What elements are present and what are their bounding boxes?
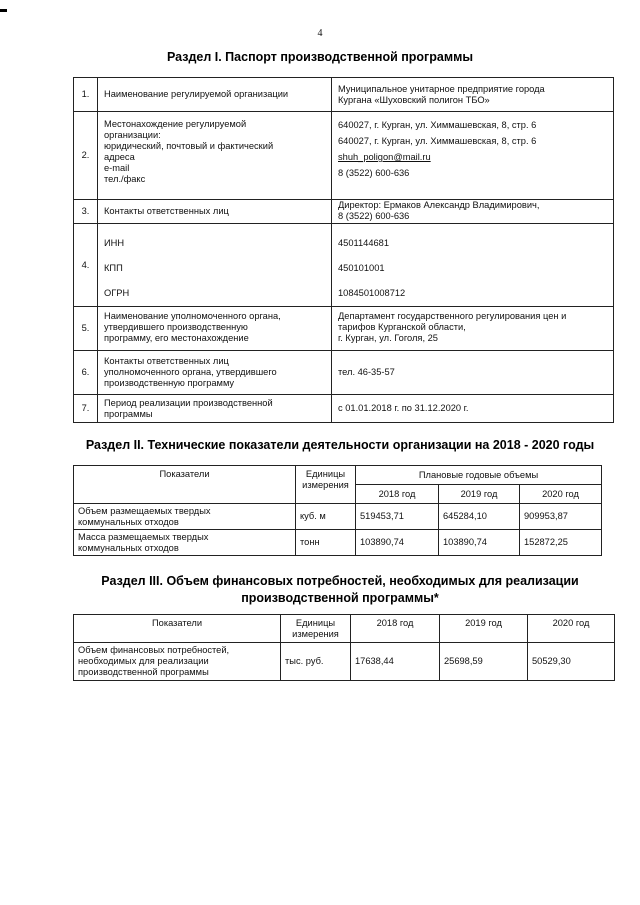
row-label	[98, 112, 332, 200]
indicator-name	[74, 643, 281, 681]
label-line: адреса	[104, 152, 135, 162]
section2-title: Раздел II. Технические показатели деятельности организации на 2018 - 2020 годы	[85, 438, 595, 452]
value-cell: 17638,44	[351, 643, 440, 681]
row-label	[98, 200, 332, 224]
header-line: Единицы	[295, 618, 336, 628]
value-line: тел. 46-35-57	[338, 367, 395, 377]
table-row	[74, 530, 602, 556]
label-line: Наименование уполномоченного органа,	[104, 311, 281, 321]
indicator-name	[74, 504, 296, 530]
passport-row	[74, 224, 614, 307]
passport-row	[74, 307, 614, 351]
name-line: Объем размещаемых твердых	[78, 505, 211, 516]
value-cell: 909953,87	[520, 504, 602, 530]
value-cell: 103890,74	[356, 530, 439, 556]
page-number: 4	[317, 28, 323, 39]
value-line: г. Курган, ул. Гоголя, 25	[338, 333, 438, 343]
kpp-label: КПП	[104, 263, 123, 273]
value-line: Курганa «Шуховский полигон ТБО»	[338, 94, 490, 105]
inn-value: 4501144681	[338, 238, 390, 248]
section3-title	[0, 573, 640, 607]
value-line: тарифов Курганской области,	[338, 322, 466, 332]
label-line: программы	[104, 408, 153, 419]
col-header-year: 2020 год	[528, 615, 615, 643]
legal-address: 640027, г. Курган, ул. Химмашевская, 8, стр. 6	[338, 120, 537, 130]
name-line: Масса размещаемых твердых	[78, 531, 209, 542]
row-number: 1.	[74, 78, 98, 112]
unit-cell: куб. м	[296, 504, 356, 530]
name-line: коммунальных отходов	[78, 542, 179, 553]
header-row	[74, 615, 615, 643]
row-value	[332, 395, 614, 423]
corner-scan-mark	[0, 9, 7, 12]
value-cell: 50529,30	[528, 643, 615, 681]
label-line: организации:	[104, 130, 161, 140]
passport-row	[74, 351, 614, 395]
section1-title: Раздел I. Паспорт производственной программы	[166, 50, 474, 64]
label-line: уполномоченного органа, утвердившего	[104, 367, 277, 377]
value-line: Муниципальное унитарное предприятие города	[338, 83, 545, 94]
value-cell: 103890,74	[439, 530, 520, 556]
technical-indicators-table	[73, 465, 602, 556]
col-header-year: 2020 год	[520, 485, 602, 504]
value-cell: 519453,71	[356, 504, 439, 530]
value-cell: 152872,25	[520, 530, 602, 556]
value-cell: 645284,10	[439, 504, 520, 530]
value-line: Департамент государственного регулирования цен и	[338, 311, 567, 321]
row-label	[98, 224, 332, 307]
col-header-unit	[281, 615, 351, 643]
label-line: Контакты ответственных лиц	[104, 206, 229, 216]
unit-cell: тыс. руб.	[281, 643, 351, 681]
row-label	[98, 395, 332, 423]
passport-row	[74, 78, 614, 112]
label-line: Период реализации производственной	[104, 397, 273, 408]
name-line: коммунальных отходов	[78, 516, 179, 527]
header-line: Единицы	[305, 469, 346, 479]
financial-needs-table	[73, 614, 615, 681]
col-header-year: 2019 год	[439, 485, 520, 504]
label-line: Контакты ответственных лиц	[104, 356, 229, 366]
row-value	[332, 78, 614, 112]
col-header-indicator: Показатели	[74, 466, 296, 504]
ogrn-label: ОГРН	[104, 288, 130, 298]
row-number: 4.	[74, 224, 98, 307]
label-line: Местонахождение регулируемой	[104, 119, 247, 129]
kpp-value: 450101001	[338, 263, 385, 273]
row-number: 3.	[74, 200, 98, 224]
row-value	[332, 112, 614, 200]
row-value	[332, 307, 614, 351]
header-line: измерения	[302, 480, 349, 490]
col-header-year: 2019 год	[440, 615, 528, 643]
value-line: Директор: Ермаков Александр Владимирович,	[338, 200, 540, 210]
col-header-year: 2018 год	[356, 485, 439, 504]
table-row	[74, 643, 615, 681]
row-number: 5.	[74, 307, 98, 351]
label-line: e-mail	[104, 163, 130, 173]
postal-address: 640027, г. Курган, ул. Химмашевская, 8, стр. 6	[338, 136, 537, 146]
value-line: с 01.01.2018 г. по 31.12.2020 г.	[338, 403, 469, 413]
col-header-indicator: Показатели	[74, 615, 281, 643]
label-line: программу, его местонахождение	[104, 333, 249, 343]
passport-table	[73, 77, 614, 423]
label-line: производственную программу	[104, 378, 235, 388]
col-header-unit	[296, 466, 356, 504]
row-value	[332, 200, 614, 224]
row-number: 7.	[74, 395, 98, 423]
ogrn-value: 1084501008712	[338, 288, 406, 298]
header-line: измерения	[292, 629, 339, 639]
row-value	[332, 224, 614, 307]
value-line: 8 (3522) 600-636	[338, 211, 410, 221]
phone-fax: 8 (3522) 600-636	[338, 168, 410, 178]
unit-cell: тонн	[296, 530, 356, 556]
email-link[interactable]: shuh_poligon@mail.ru	[338, 152, 431, 162]
name-line: Объем финансовых потребностей,	[78, 645, 230, 655]
indicator-name	[74, 530, 296, 556]
value-cell: 25698,59	[440, 643, 528, 681]
label-line: утвердившего производственную	[104, 322, 248, 332]
row-value	[332, 351, 614, 395]
row-label	[98, 78, 332, 112]
label-line: тел./факс	[104, 174, 146, 184]
title-line: производственной программы*	[241, 591, 439, 605]
name-line: производственной программы	[78, 667, 209, 677]
title-line: Раздел III. Объем финансовых потребностей, необходимых для реализации	[101, 574, 579, 588]
row-label	[98, 307, 332, 351]
label-line: юридический, почтовый и фактический	[104, 141, 274, 151]
col-header-year: 2018 год	[351, 615, 440, 643]
label-line: Наименование регулируемой организации	[104, 89, 289, 99]
row-label	[98, 351, 332, 395]
col-header-planned: Плановые годовые объемы	[356, 466, 602, 485]
row-number: 2.	[74, 112, 98, 200]
header-row	[74, 466, 602, 485]
passport-row	[74, 200, 614, 224]
row-number: 6.	[74, 351, 98, 395]
passport-row	[74, 395, 614, 423]
passport-row	[74, 112, 614, 200]
inn-label: ИНН	[104, 238, 125, 248]
name-line: необходимых для реализации	[78, 656, 209, 666]
table-row	[74, 504, 602, 530]
